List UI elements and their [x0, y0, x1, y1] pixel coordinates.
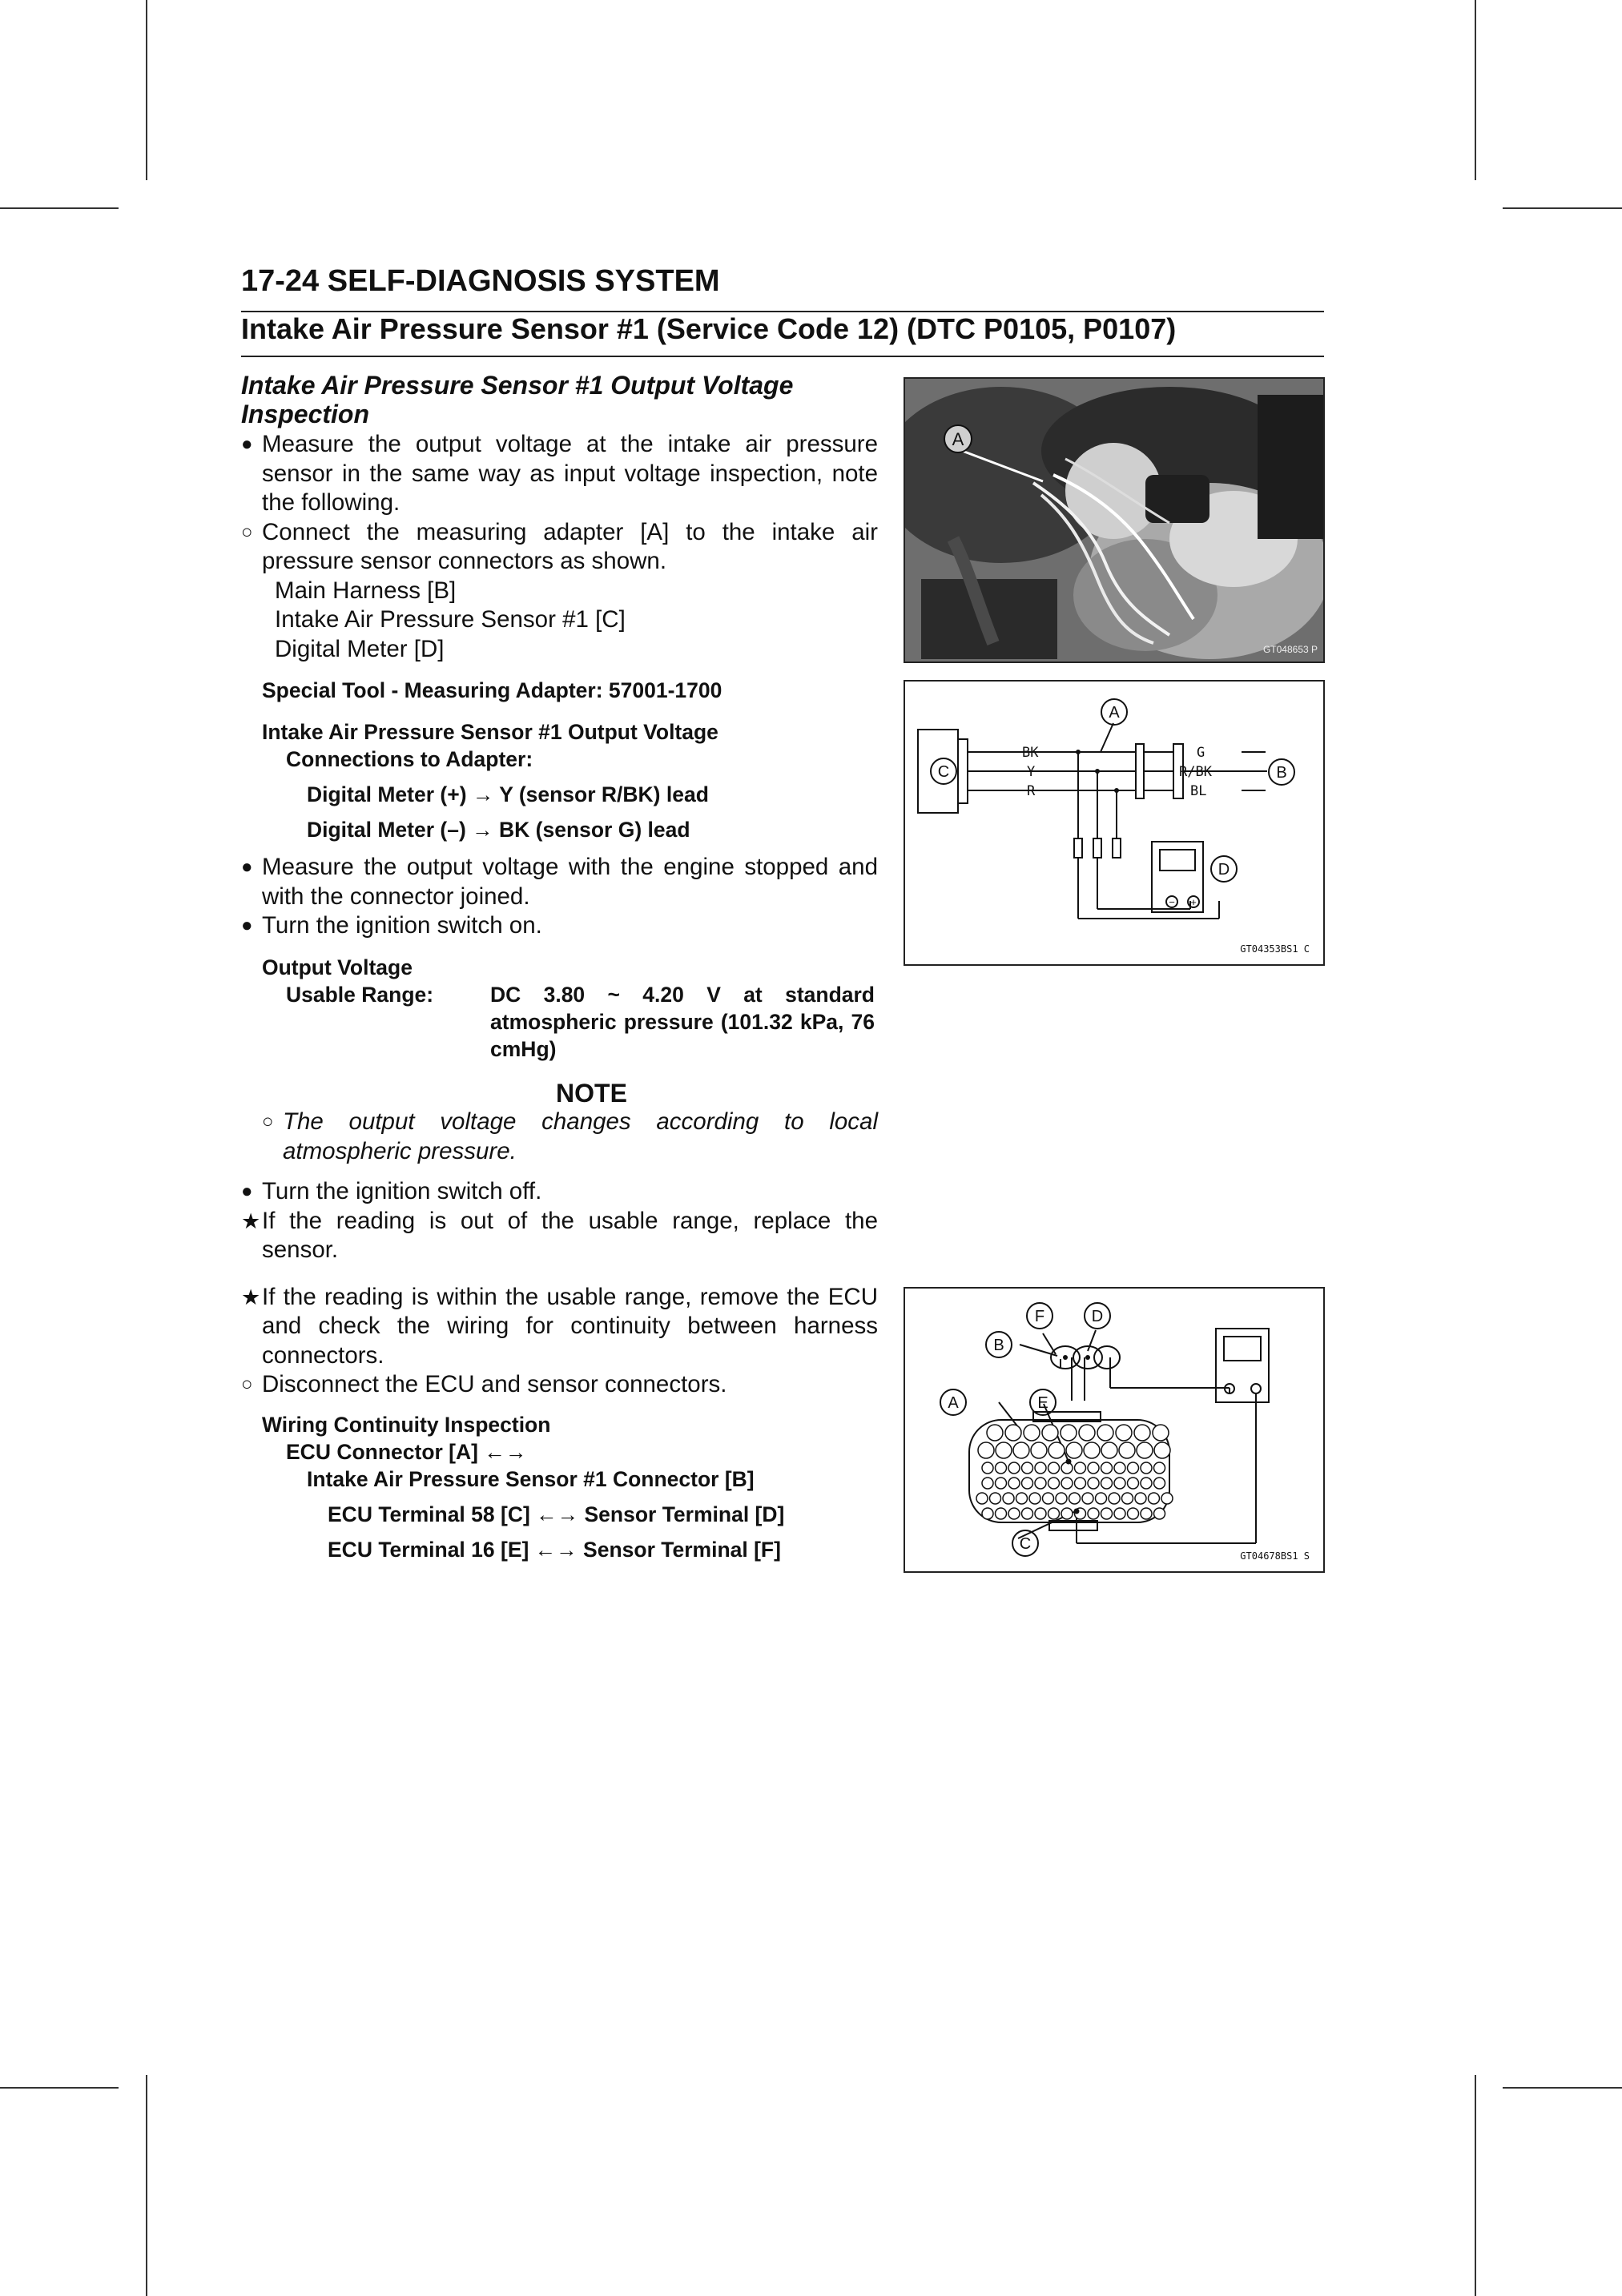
ecu-terminal-pin	[1022, 1508, 1033, 1519]
ecu-terminal-pin	[1075, 1478, 1086, 1489]
callout-label: A	[1109, 704, 1120, 722]
ecu-terminal-pin	[1048, 1462, 1060, 1474]
ecu-terminal-pin	[1153, 1425, 1169, 1441]
ecu-terminal-pin	[1109, 1493, 1120, 1504]
bullet-item	[241, 911, 878, 941]
ecu-terminal-pin	[1022, 1462, 1033, 1474]
wire-color-label: BK	[1022, 745, 1039, 761]
paragraph: If the reading is out of the usable range, replace the sensor.	[262, 1207, 878, 1263]
ecu-terminal-pin	[1066, 1442, 1082, 1458]
spec-value: DC 3.80 ~ 4.20 V at standard atmospheric pressure (101.32 kPa, 76 cmHg)	[490, 982, 875, 1061]
ecu-terminal-pin	[1154, 1478, 1165, 1489]
list-item: Main Harness [B]	[275, 577, 457, 604]
crop-mark	[1503, 207, 1622, 209]
bullet-icon: ●	[241, 1180, 253, 1202]
ecu-terminal-pin	[1114, 1462, 1125, 1474]
connections-title: Intake Air Pressure Sensor #1 Output Voltage	[262, 720, 718, 744]
ecu-terminal-pin	[1116, 1425, 1132, 1441]
note-title: NOTE	[556, 1078, 627, 1108]
ecu-terminal-pin	[1042, 1425, 1058, 1441]
star-item	[241, 1283, 878, 1371]
ecu-terminal-pin	[1114, 1508, 1125, 1519]
ecu-terminal-pin	[987, 1425, 1003, 1441]
figure-code: GT048653 P	[1262, 644, 1318, 655]
ecu-terminal-pin	[1154, 1442, 1170, 1458]
bullet-icon: ●	[241, 433, 253, 455]
ecu-terminal-pin	[982, 1478, 993, 1489]
wire-color-label: R/BK	[1179, 764, 1212, 780]
ecu-terminal-pin	[1061, 1462, 1073, 1474]
ecu-continuity-diagram	[904, 1287, 1325, 1573]
callout-label: B	[1276, 764, 1287, 782]
ecu-terminal-pin	[1048, 1508, 1060, 1519]
wire-color-label: G	[1197, 745, 1205, 761]
ecu-terminal-pin	[1097, 1425, 1113, 1441]
callout-label: A	[952, 429, 964, 449]
spec-title: Output Voltage	[262, 955, 413, 979]
ecu-terminal-pin	[1101, 1462, 1113, 1474]
ecu-terminal-pin	[1022, 1478, 1033, 1489]
ecu-terminal-pin	[1005, 1425, 1021, 1441]
paragraph: Turn the ignition switch off.	[262, 1178, 542, 1204]
connection-line: Digital Meter (–) → BK (sensor G) lead	[307, 818, 690, 842]
connection-line: Digital Meter (+) → Y (sensor R/BK) lead	[307, 782, 709, 806]
ecu-terminal-pin	[1154, 1508, 1165, 1519]
ecu-terminal-pin	[1043, 1493, 1054, 1504]
ecu-terminal-pin	[1149, 1493, 1160, 1504]
star-icon: ★	[241, 1208, 261, 1233]
ecu-terminal-pin	[1024, 1425, 1040, 1441]
ecu-terminal-pin	[1061, 1425, 1077, 1441]
paragraph: Turn the ignition switch on.	[262, 912, 542, 939]
callout-label: A	[948, 1394, 959, 1412]
wiring-line: ECU Terminal 16 [E] ←→ Sensor Terminal [F]	[328, 1537, 781, 1562]
ecu-terminal-pin	[1016, 1493, 1028, 1504]
ecu-terminal-pin	[1128, 1478, 1139, 1489]
adapter-diagram	[904, 680, 1325, 966]
crop-mark	[0, 2087, 119, 2089]
crop-mark	[0, 207, 119, 209]
step-circle-icon: ○	[241, 521, 253, 543]
bullet-icon: ●	[241, 856, 253, 878]
ecu-terminal-pin	[1079, 1425, 1095, 1441]
wiring-line: Intake Air Pressure Sensor #1 Connector [B]	[307, 1466, 755, 1491]
ecu-terminal-pin	[1048, 1478, 1060, 1489]
plus-terminal-label: +	[1190, 896, 1197, 908]
wiring-line: ECU Connector [A] ←→	[286, 1439, 527, 1464]
crop-mark	[146, 0, 147, 180]
ecu-terminal-pin	[1161, 1493, 1173, 1504]
paragraph: Disconnect the ECU and sensor connectors.	[262, 1371, 727, 1397]
ecu-terminal-pin	[1035, 1462, 1046, 1474]
ecu-terminal-pin	[1029, 1493, 1040, 1504]
figure-code: GT04678BS1 S	[1240, 1550, 1310, 1562]
ecu-terminal-pin	[1088, 1462, 1099, 1474]
wiring-title: Wiring Continuity Inspection	[262, 1412, 551, 1437]
ecu-terminal-pin	[976, 1493, 988, 1504]
body-text	[241, 371, 878, 1563]
wire-color-label: Y	[1027, 764, 1036, 780]
ecu-terminal-pin	[1061, 1508, 1073, 1519]
ecu-wiring-svg	[905, 1289, 1323, 1571]
ecu-terminal-pin	[982, 1462, 993, 1474]
figure-code: GT04353BS1 C	[1240, 943, 1310, 955]
ecu-terminal-pin	[1101, 1442, 1117, 1458]
callout-label: E	[1037, 1394, 1048, 1412]
callout-label: D	[1218, 861, 1230, 879]
list-item: Intake Air Pressure Sensor #1 [C]	[275, 606, 626, 633]
ecu-terminal-pin	[1134, 1425, 1150, 1441]
callout-label: D	[1091, 1308, 1104, 1325]
ecu-terminal-pin	[1154, 1462, 1165, 1474]
ecu-terminal-pin	[1141, 1478, 1152, 1489]
ecu-terminal-pin	[1048, 1442, 1065, 1458]
crop-mark	[1503, 2087, 1622, 2089]
subheading: Intake Air Pressure Sensor #1 Output Voltage Inspection	[241, 371, 794, 428]
ecu-terminal-pin	[996, 1508, 1007, 1519]
crop-mark	[1475, 0, 1476, 180]
bullet-item	[241, 430, 878, 518]
ecu-terminal-pin	[1119, 1442, 1135, 1458]
ecu-terminal-pin	[1122, 1493, 1133, 1504]
ecu-terminal-pin	[1137, 1442, 1153, 1458]
ecu-terminal-pin	[1088, 1478, 1099, 1489]
step-item	[241, 518, 878, 577]
wire-color-label: BL	[1190, 783, 1207, 799]
ecu-terminal-pin	[1128, 1508, 1139, 1519]
ecu-terminal-pin	[996, 1478, 1007, 1489]
bullet-item	[241, 853, 878, 911]
photo-figure	[904, 377, 1325, 663]
ecu-terminal-pin	[1008, 1478, 1020, 1489]
crop-mark	[1475, 2075, 1476, 2296]
callout-label: F	[1034, 1308, 1045, 1325]
note-text	[241, 1108, 878, 1166]
step-item	[241, 1370, 878, 1400]
ecu-terminal-pin	[990, 1493, 1001, 1504]
ecu-terminal-pin	[1035, 1508, 1046, 1519]
paragraph: Measure the output voltage with the engine stopped and with the connector joined.	[262, 854, 878, 910]
wire-color-label: R	[1027, 783, 1036, 799]
section-rule	[241, 356, 1324, 357]
step-circle-icon: ○	[241, 1373, 253, 1395]
ecu-terminal-pin	[996, 1442, 1012, 1458]
ecu-terminal-pin	[1008, 1508, 1020, 1519]
ecu-terminal-pin	[1101, 1508, 1113, 1519]
list-item: Digital Meter [D]	[275, 635, 445, 662]
ecu-terminal-pin	[1088, 1508, 1099, 1519]
ecu-terminal-pin	[996, 1462, 1007, 1474]
callout-label: C	[937, 763, 950, 781]
engine-photo	[905, 379, 1323, 661]
section-title: Intake Air Pressure Sensor #1 (Service Code 12) (DTC P0105, P0107)	[241, 312, 1177, 345]
note-paragraph: The output voltage changes according to local atmospheric pressure.	[283, 1108, 878, 1164]
callout-label: C	[1019, 1535, 1032, 1553]
spec-label: Usable Range:	[286, 982, 434, 1007]
ecu-terminal-pin	[1003, 1493, 1014, 1504]
adapter-wiring-svg	[905, 682, 1323, 964]
paragraph: If the reading is within the usable range, remove the ECU and check the wiring for continuity between harness connectors.	[262, 1283, 878, 1369]
ecu-terminal-pin	[1031, 1442, 1047, 1458]
step-circle-icon: ○	[262, 1111, 274, 1132]
crop-mark	[146, 2075, 147, 2296]
ecu-terminal-pin	[1135, 1493, 1146, 1504]
wiring-line: ECU Terminal 58 [C] ←→ Sensor Terminal [D]	[328, 1502, 785, 1526]
ecu-terminal-pin	[1035, 1478, 1046, 1489]
minus-terminal-label: −	[1169, 896, 1175, 908]
ecu-terminal-pin	[1069, 1493, 1081, 1504]
bullet-icon: ●	[241, 915, 253, 936]
page-header: 17-24 SELF-DIAGNOSIS SYSTEM	[241, 264, 720, 298]
ecu-terminal-pin	[1013, 1442, 1029, 1458]
ecu-terminal-pin	[1114, 1478, 1125, 1489]
paragraph: Measure the output voltage at the intake air pressure sensor in the same way as input voltage inspection, note the following.	[262, 431, 878, 516]
ecu-terminal-pin	[1096, 1493, 1107, 1504]
paragraph: Connect the measuring adapter [A] to the intake air pressure sensor connectors as shown.	[262, 518, 878, 574]
ecu-terminal-pin	[1075, 1462, 1086, 1474]
star-icon: ★	[241, 1285, 261, 1309]
callout-label: B	[993, 1337, 1004, 1354]
ecu-terminal-pin	[1061, 1478, 1073, 1489]
ecu-terminal-pin	[1141, 1462, 1152, 1474]
ecu-terminal-pin	[1141, 1508, 1152, 1519]
ecu-terminal-pin	[1082, 1493, 1093, 1504]
ecu-terminal-pin	[978, 1442, 994, 1458]
ecu-terminal-pin	[1128, 1462, 1139, 1474]
star-item	[241, 1207, 878, 1265]
ecu-terminal-pin	[1056, 1493, 1067, 1504]
connections-subtitle: Connections to Adapter:	[286, 747, 533, 771]
ecu-terminal-pin	[1008, 1462, 1020, 1474]
bullet-item	[241, 1177, 878, 1207]
ecu-terminal-pin	[982, 1508, 993, 1519]
special-tool: Special Tool - Measuring Adapter: 57001-1700	[262, 678, 722, 702]
ecu-terminal-pin	[1101, 1478, 1113, 1489]
spec-row	[286, 981, 878, 1063]
ecu-terminal-pin	[1084, 1442, 1100, 1458]
